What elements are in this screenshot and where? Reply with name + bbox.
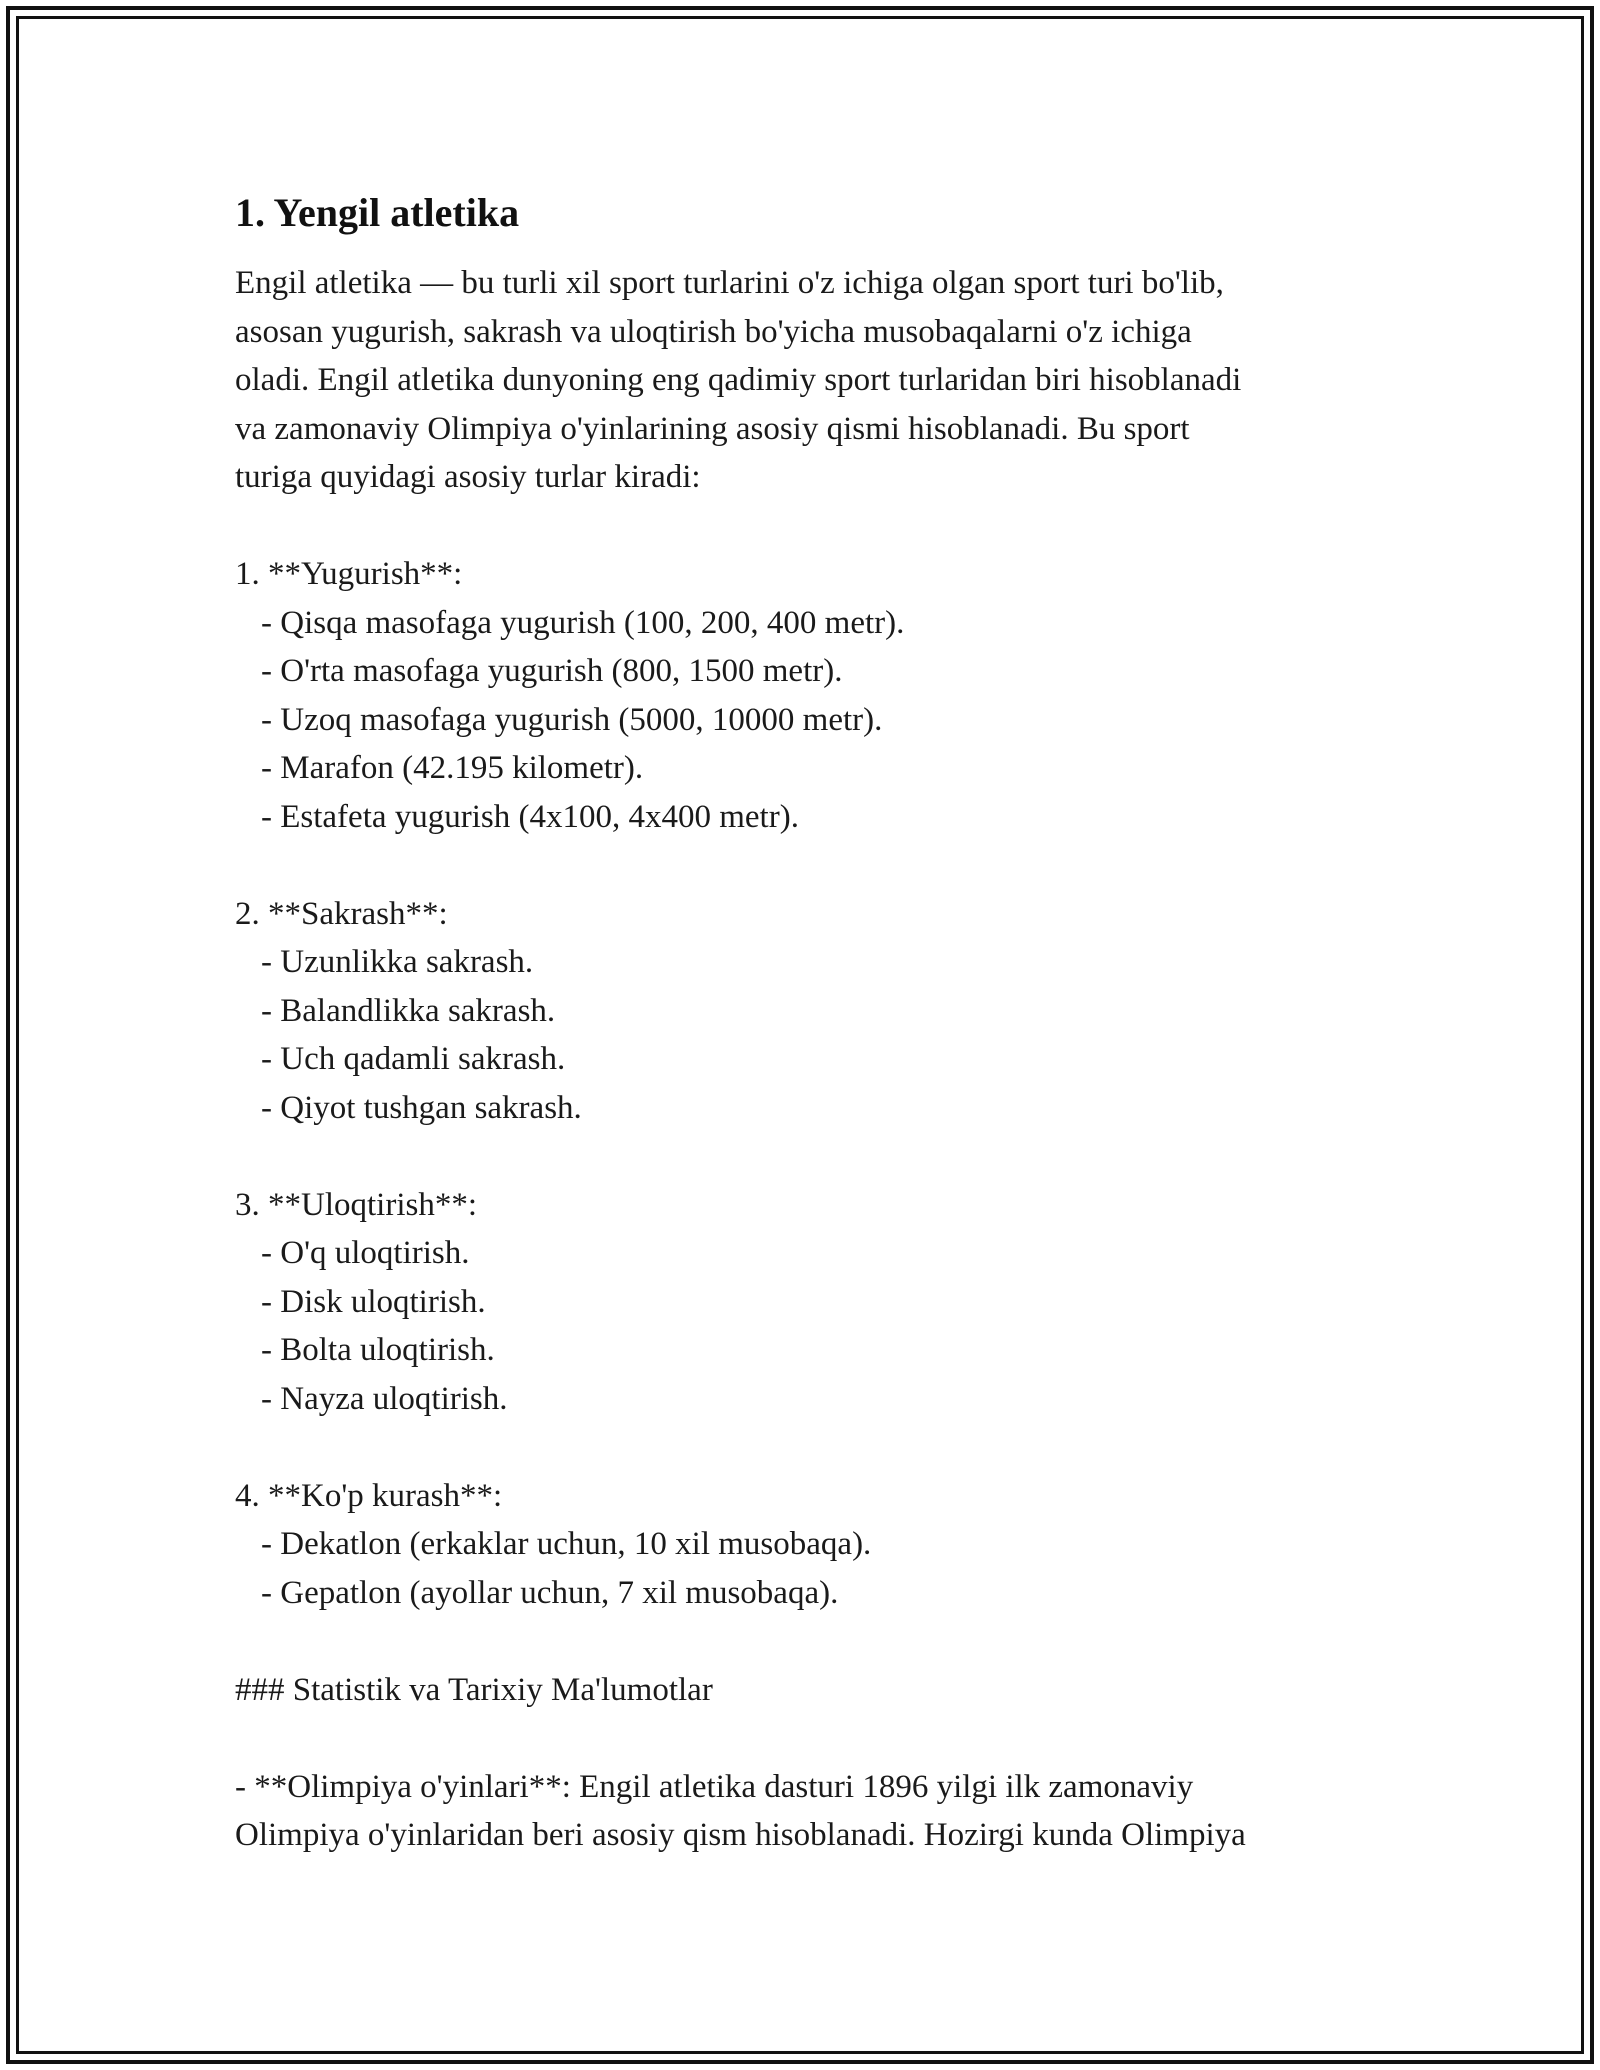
intro-line: asosan yugurish, sakrash va uloqtirish bo'yicha musobaqalarni o'z ichiga [235, 313, 1192, 350]
spacer [235, 1617, 1385, 1666]
section-title: 2. **Sakrash**: [235, 895, 448, 932]
list-item: - Gepatlon (ayollar uchun, 7 xil musobaqa). [261, 1574, 839, 1611]
list-item: - O'rta masofaga yugurish (800, 1500 metr). [261, 653, 843, 689]
intro-line: va zamonaviy Olimpiya o'yinlarining asosiy qismi hisoblanadi. Bu sport [235, 410, 1190, 447]
list-item: - Estafeta yugurish (4x100, 4x400 metr). [261, 798, 799, 835]
section-title: 1. **Yugurish**: [235, 556, 463, 592]
subheading: ### Statistik va Tarixiy Ma'lumotlar [235, 1671, 713, 1708]
section-title: 3. **Uloqtirish**: [235, 1186, 478, 1223]
document-body [235, 185, 1385, 1860]
list-item: - Marafon (42.195 kilometr). [261, 750, 644, 786]
list-item: - Bolta uloqtirish. [261, 1332, 495, 1368]
list-item: - Dekatlon (erkaklar uchun, 10 xil musobaqa). [261, 1526, 872, 1562]
list-item: - Uzunlikka sakrash. [261, 944, 534, 980]
spacer [235, 502, 1385, 551]
list-item: - Nayza uloqtirish. [261, 1380, 508, 1417]
list-item: - Uch qadamli sakrash. [261, 1041, 566, 1077]
section-running [235, 550, 1385, 841]
list-item: - Uzoq masofaga yugurish (5000, 10000 metr). [261, 701, 883, 738]
spacer [235, 1132, 1385, 1181]
list-item: - Qiyot tushgan sakrash. [261, 1089, 582, 1126]
closing-line: - **Olimpiya o'yinlari**: Engil atletika dasturi 1896 yilgi ilk zamonaviy [235, 1768, 1194, 1805]
intro-line: Engil atletika — bu turli xil sport turlarini o'z ichiga olgan sport turi bo'lib, [235, 265, 1224, 301]
intro-line: oladi. Engil atletika dunyoning eng qadimiy sport turlaridan biri hisoblanadi [235, 362, 1242, 398]
list-item: - Balandlikka sakrash. [261, 992, 556, 1029]
section-jumping [235, 890, 1385, 1133]
spacer [235, 1423, 1385, 1472]
section-combined [235, 1472, 1385, 1618]
section-throwing [235, 1181, 1385, 1424]
closing-line: Olimpiya o'yinlaridan beri asosiy qism hisoblanadi. Hozirgi kunda Olimpiya [235, 1817, 1246, 1853]
page-title: 1. Yengil atletika [235, 190, 520, 235]
section-title: 4. **Ko'p kurash**: [235, 1477, 503, 1514]
list-item: - Disk uloqtirish. [261, 1283, 486, 1320]
intro-paragraph [235, 259, 1385, 502]
spacer [235, 841, 1385, 890]
list-item: - Qisqa masofaga yugurish (100, 200, 400 metr). [261, 604, 905, 641]
spacer [235, 1714, 1385, 1763]
intro-line: turiga quyidagi asosiy turlar kiradi: [235, 459, 701, 495]
list-item: - O'q uloqtirish. [261, 1235, 470, 1271]
closing-paragraph [235, 1763, 1385, 1860]
